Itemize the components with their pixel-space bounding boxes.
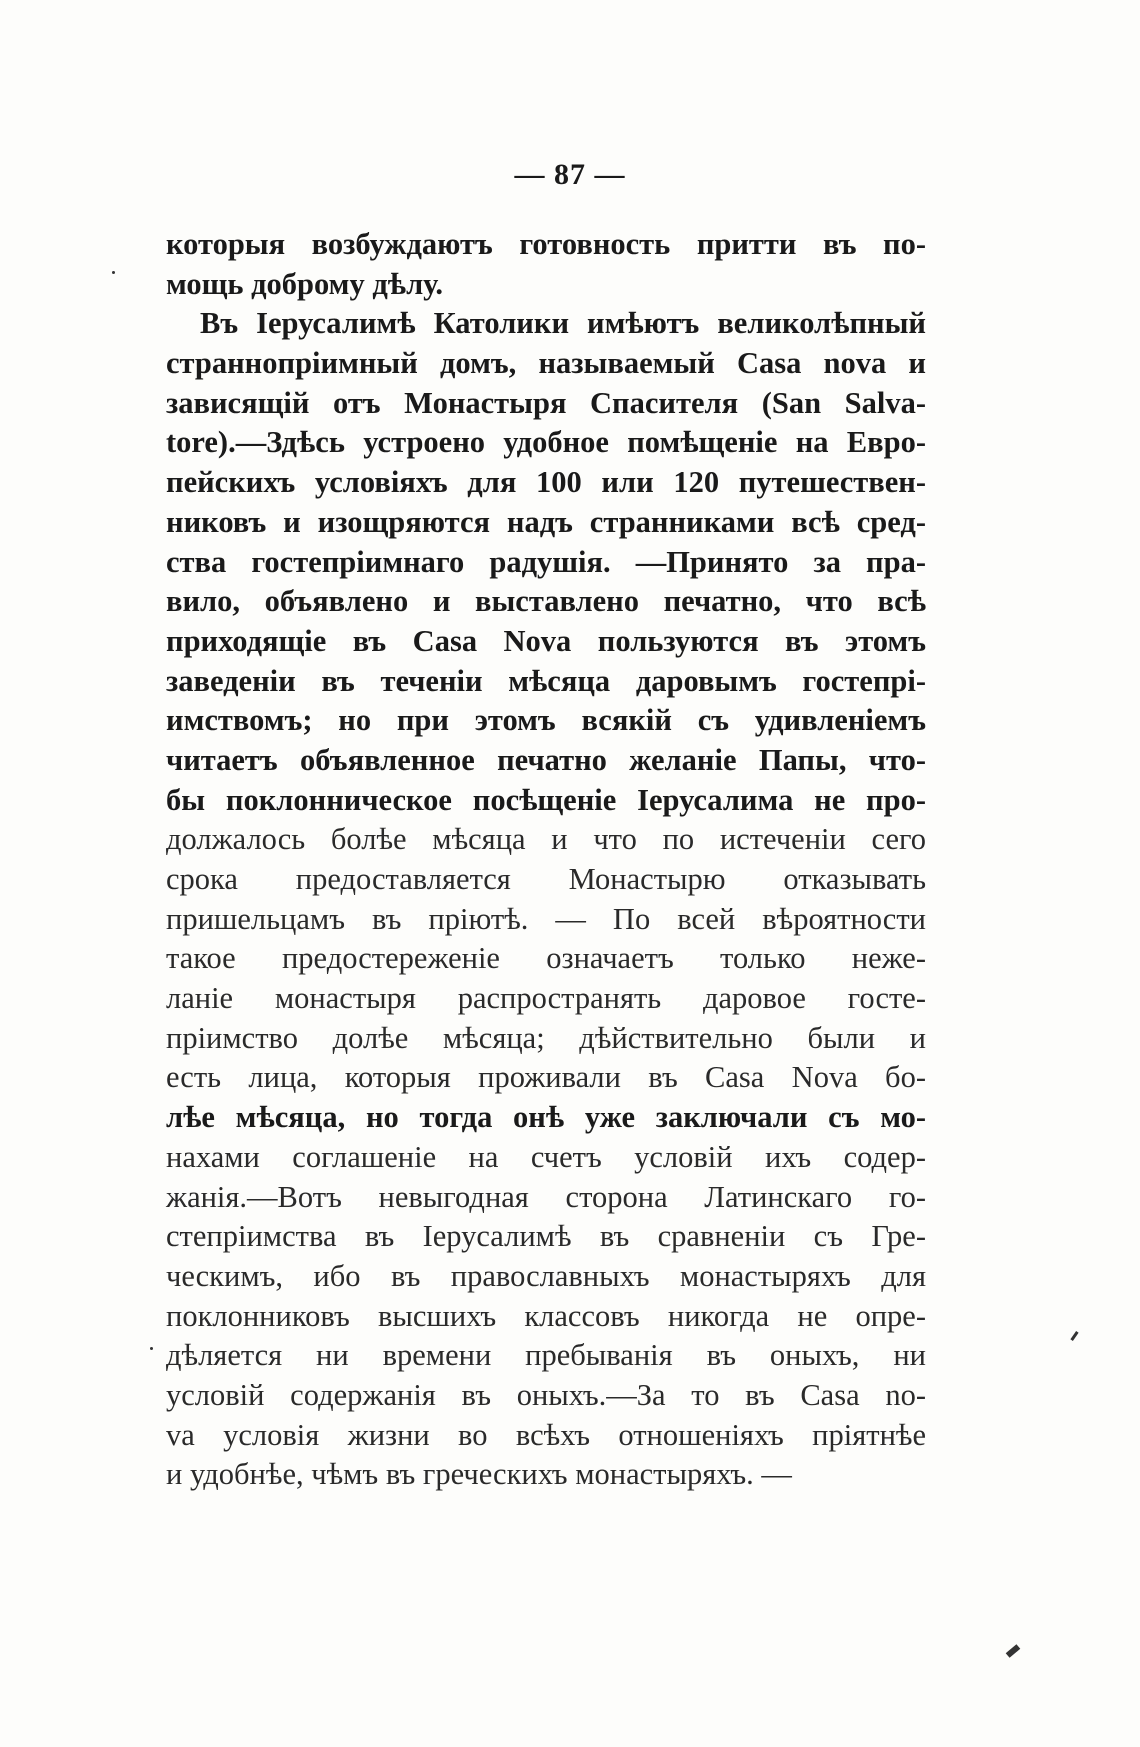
text-line: есть лица, которыя проживали въ Casa Nova бо-	[166, 1060, 926, 1095]
body-text	[166, 225, 926, 1495]
text-line: жанія.—Вотъ невыгодная сторона Латинскаго го-	[166, 1179, 926, 1214]
text-line: пріимство долѣе мѣсяца; дѣйствительно были и	[166, 1020, 926, 1055]
text-line: никовъ и изощряются надъ странниками всѣ сред-	[166, 504, 926, 539]
text-line: Въ Іерусалимѣ Католики имѣютъ великолѣпный	[200, 306, 926, 341]
text-line: читаетъ объявленное печатно желаніе Папы, что-	[166, 742, 926, 777]
text-line: мощь доброму дѣлу.	[166, 266, 444, 301]
text-line: лѣе мѣсяца, но тогда онѣ уже заключали съ мо-	[166, 1100, 926, 1135]
text-line: ства гостепріимнаго радушія. —Принято за пра-	[166, 544, 926, 579]
text-line: приходящіе въ Casa Nova пользуются въ этомъ	[166, 623, 926, 658]
text-line: имствомъ; но при этомъ всякій съ удивленіемъ	[166, 703, 926, 738]
text-line: ланіе монастыря распространять даровое госте-	[166, 981, 926, 1016]
text-line: которыя возбуждаютъ готовность притти въ по-	[166, 227, 926, 261]
text-line: дѣляется ни времени пребыванія въ оныхъ, ни	[166, 1338, 926, 1373]
text-line: должалось болѣе мѣсяца и что по истеченіи сего	[166, 822, 926, 857]
text-line: бы поклонническое посѣщеніе Іерусалима не про-	[166, 782, 926, 817]
text-line: вило, объявлено и выставлено печатно, что всѣ	[166, 584, 926, 619]
text-line: заведеніи въ теченіи мѣсяца даровымъ гостепрі-	[166, 663, 926, 698]
text-line: пришельцамъ въ пріютѣ. — По всей вѣроятности	[166, 901, 926, 936]
text-line: пейскихъ условіяхъ для 100 или 120 путешествен-	[166, 465, 926, 500]
text-line: страннопріимный домъ, называемый Casa nova и	[166, 346, 926, 381]
text-line: и удобнѣе, чѣмъ въ греческихъ монастыряхъ. —	[166, 1457, 792, 1492]
text-line: tore).—Здѣсь устроено удобное помѣщеніе на Евро-	[166, 425, 926, 460]
text-line: зависящій отъ Монастыря Спасителя (San Salva-	[166, 385, 926, 420]
text-line: нахами соглашеніе на счетъ условій ихъ содер-	[166, 1139, 926, 1174]
page-number: — 87 —	[514, 158, 626, 191]
scan-speck	[112, 271, 115, 274]
text-line: va условія жизни во всѣхъ отношеніяхъ пріятнѣе	[166, 1417, 926, 1452]
scan-speck	[1070, 1331, 1078, 1341]
text-line: ческимъ, ибо въ православныхъ монастыряхъ для	[166, 1258, 926, 1293]
scan-speck	[150, 1347, 153, 1350]
text-line: условій содержанія въ оныхъ.—За то въ Casa no-	[166, 1377, 926, 1412]
text-line: срока предоставляется Монастырю отказывать	[166, 862, 926, 896]
text-line: поклонниковъ высшихъ классовъ никогда не опре-	[166, 1298, 926, 1333]
text-line: степріимства въ Іерусалимѣ въ сравненіи съ Гре-	[166, 1219, 926, 1254]
text-line: такое предостереженіе означаетъ только неже-	[166, 941, 926, 976]
scan-speck	[1006, 1644, 1021, 1658]
